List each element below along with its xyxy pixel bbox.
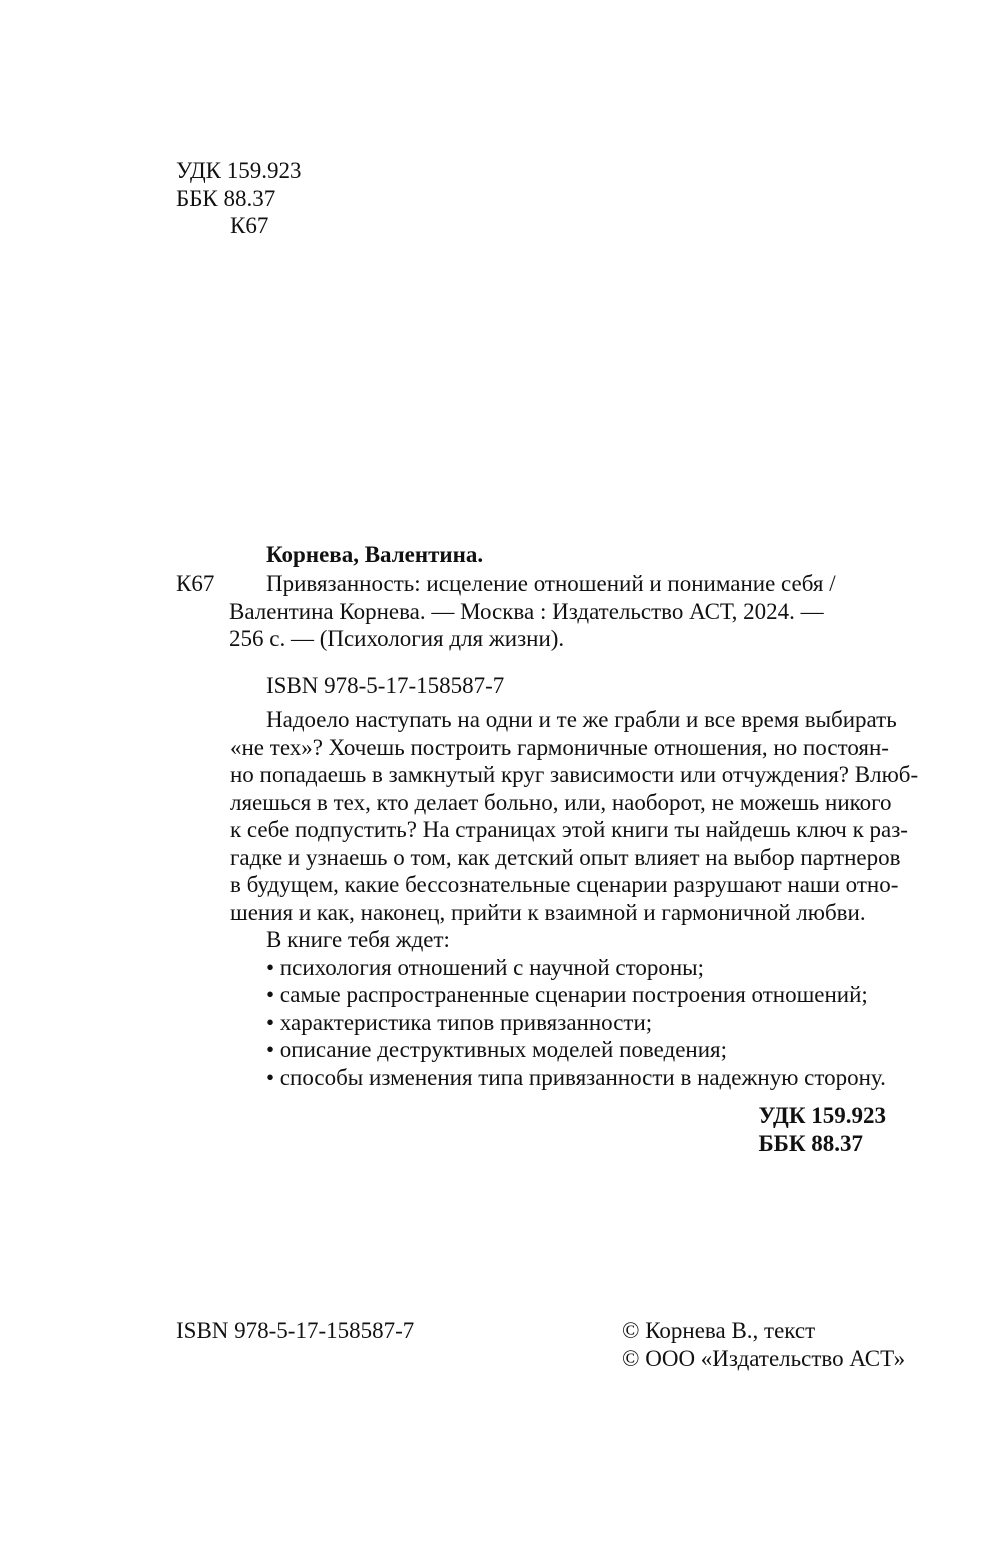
bbk-code-bold: ББК 88.37 (758, 1130, 864, 1156)
annotation-line: «не тех»? Хочешь построить гармоничные отношения, но постоян- (230, 734, 889, 760)
udk-code-bold: УДК 159.923 (758, 1103, 886, 1128)
copyright-notice (622, 1317, 905, 1372)
annotation-line: но попадаешь в замкнутый круг зависимости или отчуждения? Влюб- (230, 762, 919, 787)
annotation-line: гадке и узнаешь о том, как детский опыт влияет на выбор партнеров (230, 844, 901, 870)
top-classification-codes (176, 157, 302, 240)
bib-line: 256 с. — (Психология для жизни). (229, 626, 565, 651)
list-item: • психология отношений с научной стороны; (266, 954, 704, 980)
isbn: ISBN 978-5-17-158587-7 (266, 673, 505, 698)
list-item: • способы изменения типа привязанности в надежную сторону. (266, 1064, 886, 1090)
annotation-line: к себе подпустить? На страницах этой книги ты найдешь ключ к раз- (230, 817, 908, 842)
annotation-line: шения и как, наконец, прийти к взаимной и гармоничной любви. (230, 899, 866, 925)
list-item: • описание деструктивных моделей поведения; (266, 1037, 727, 1062)
udk-code: УДК 159.923 (176, 158, 302, 183)
bib-line: Привязанность: исцеление отношений и понимание себя / (266, 571, 836, 596)
catalog-author-mark: К67 (176, 571, 215, 596)
author-heading: Корнева, Валентина. (266, 542, 484, 567)
bib-line: Валентина Корнева. — Москва : Издательство АСТ, 2024. — (229, 598, 824, 624)
list-item: • самые распространенные сценарии построения отношений; (266, 982, 868, 1007)
copyright-author: © Корнева В., текст (622, 1318, 816, 1343)
bottom-classification-codes (758, 1102, 886, 1157)
annotation (230, 706, 919, 1091)
list-intro: В книге тебя ждет: (266, 927, 450, 952)
annotation-line: в будущем, какие бессознательные сценарии разрушают наши отно- (230, 872, 899, 897)
annotation-line: Надоело наступать на одни и те же грабли и все время выбирать (266, 707, 897, 732)
list-item: • характеристика типов привязанности; (266, 1009, 653, 1035)
bibliographic-description (229, 570, 890, 653)
annotation-line: ляешься в тех, кто делает больно, или, наоборот, не можешь никого (230, 789, 892, 815)
footer-isbn: ISBN 978-5-17-158587-7 (176, 1318, 415, 1343)
bbk-code: ББК 88.37 (176, 185, 276, 211)
copyright-publisher: © ООО «Издательство АСТ» (622, 1345, 906, 1371)
author-mark: К67 (230, 213, 269, 238)
